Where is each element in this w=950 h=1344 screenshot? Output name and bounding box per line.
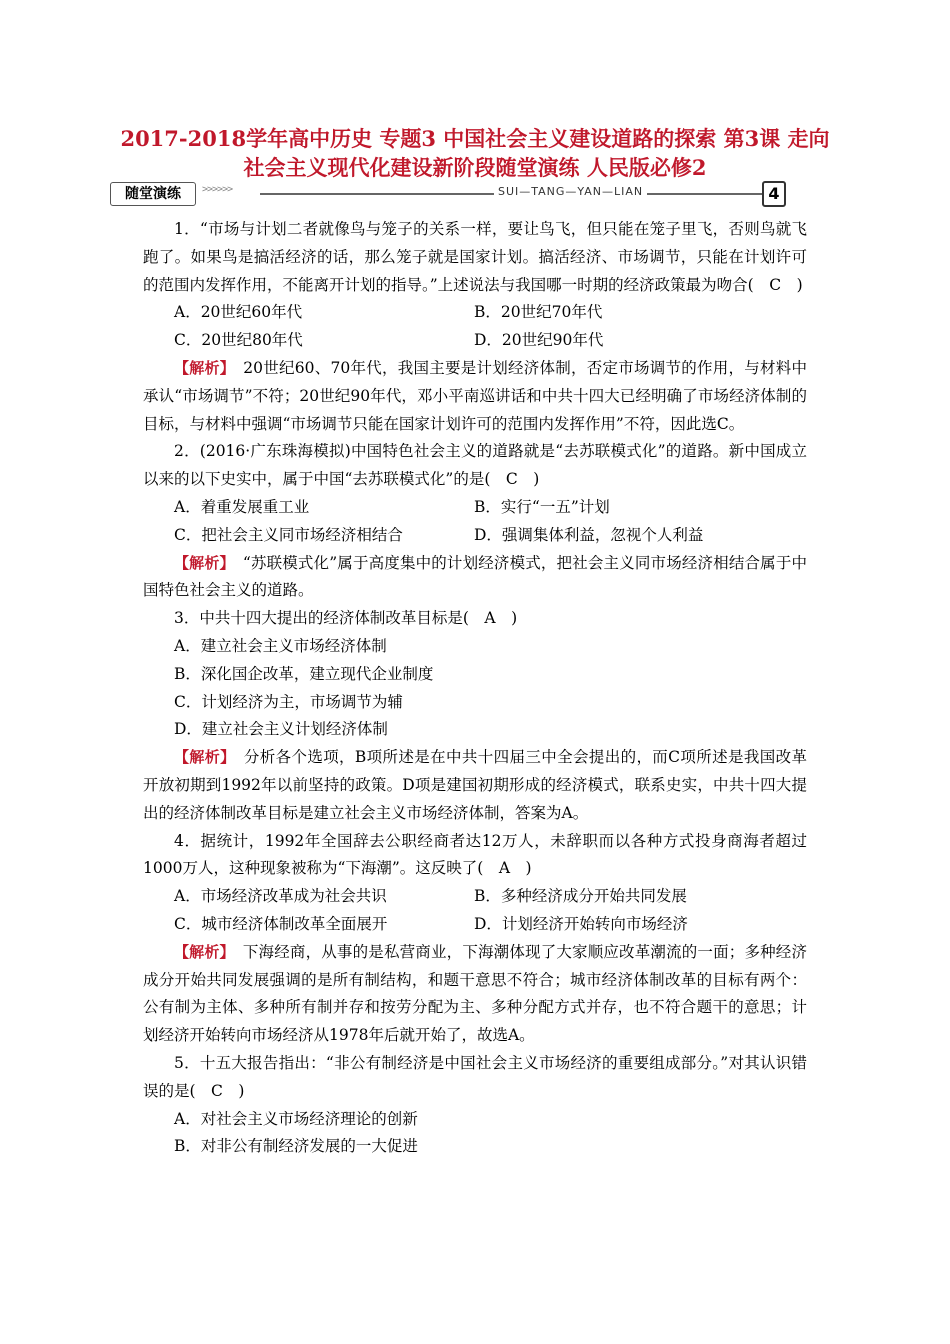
option: A．市场经济改革成为社会共识 [174,887,387,906]
analysis-text: 分析各个选项，B项所述是在中共十四届三中全会提出的，而C项所述是我国改革开放初期到1992年以前坚持的政策。D项是建国初期形成的经济模式，联系史实，中共十四大提出的经济体制改革目标是建立社会主义市场经济体制，答案为A。 [143,748,807,822]
question-stem: 2．(2016·广东珠海模拟)中国特色社会主义的道路就是“去苏联模式化”的道路。新中国成立以来的以下史实中，属于中国“去苏联模式化”的是( C ) [143,442,807,489]
question-stem: 4．据统计，1992年全国辞去公职经商者达12万人，未辞职而以各种方式投身商海者超过1000万人，这种现象被称为“下海潮”。这反映了( A ) [143,831,807,878]
banner-number-badge: 4 [762,181,786,207]
option: C．计划经济为主，市场调节为辅 [174,692,403,711]
analysis-text: “苏联模式化”属于高度集中的计划经济模式，把社会主义同市场经济相结合属于中国特色社会主义的道路。 [143,553,807,600]
option: B．对非公有制经济发展的一大促进 [174,1137,418,1156]
option: B．多种经济成分开始共同发展 [474,887,687,906]
section-banner [110,181,786,206]
question-stem: 3．中共十四大提出的经济体制改革目标是( A ) [174,609,518,628]
banner-label: 随堂演练 [110,182,196,206]
option: D．计划经济开始转向市场经济 [474,914,688,933]
analysis-label: 【解析】 [174,942,228,961]
options-row [143,327,807,355]
option: A．对社会主义市场经济理论的创新 [174,1109,418,1128]
question-stem: 1．“市场与计划二者就像鸟与笼子的关系一样，要让鸟飞，但只能在笼子里飞，否则鸟就飞跑了。如果鸟是搞活经济的话，那么笼子就是国家计划。搞活经济、市场调节，只能在计划许可的范围内发挥作用，不能离开计划的指导。”上述说法与我国哪一时期的经济政策最为吻合( C ) [143,220,807,294]
questions-content [143,216,807,1161]
option: B．深化国企改革，建立现代企业制度 [174,664,434,683]
option: D．建立社会主义计划经济体制 [174,720,388,739]
analysis-text: 下海经商，从事的是私营商业，下海潮体现了大家顺应改革潮流的一面；多种经济成分开始共同发展强调的是所有制结构，和题干意思不符合；城市经济体制改革的目标有两个：公有制为主体、多种所有制并存和按劳分配为主、多种分配方式并存，也不符合题干的意思；计划经济开始转向市场经济从1978年后就开始了，故选A。 [143,942,807,1045]
options-row [143,299,807,327]
analysis-paragraph [143,355,807,438]
options-row [143,883,807,911]
option: D．20世纪90年代 [474,331,604,350]
banner-pinyin: SUI—TANG—YAN—LIAN [494,185,647,198]
question-stem: 5．十五大报告指出：“非公有制经济是中国社会主义市场经济的重要组成部分。”对其认识错误的是( C ) [143,1053,807,1100]
option: B．实行“一五”计划 [474,497,610,516]
option: D．强调集体利益，忽视个人利益 [474,525,704,544]
option: A．20世纪60年代 [174,303,303,322]
analysis-paragraph [143,744,807,827]
options-row [143,522,807,550]
document-title: 2017-2018学年高中历史 专题3 中国社会主义建设道路的探索 第3课 走向社会主义现代化建设新阶段随堂演练 人民版必修2 [120,126,830,180]
option: A．着重发展重工业 [174,497,310,516]
analysis-label: 【解析】 [174,553,228,572]
option: C．把社会主义同市场经济相结合 [174,525,403,544]
banner-arrows: >>>>>> [202,184,233,195]
analysis-label: 【解析】 [174,748,228,767]
option: A．建立社会主义市场经济体制 [174,636,387,655]
option: C．20世纪80年代 [174,331,303,350]
option: C．城市经济体制改革全面展开 [174,914,388,933]
options-row [143,494,807,522]
options-row [143,911,807,939]
analysis-paragraph [143,550,807,606]
analysis-label: 【解析】 [174,358,228,377]
option: B．20世纪70年代 [474,303,603,322]
analysis-paragraph [143,939,807,1050]
analysis-text: 20世纪60、70年代，我国主要是计划经济体制，否定市场调节的作用，与材料中承认“市场调节”不符；20世纪90年代，邓小平南巡讲话和中共十四大已经明确了市场经济体制的目标，与材料中强调“市场调节只能在国家计划许可的范围内发挥作用”不符，因此选C。 [143,358,807,433]
